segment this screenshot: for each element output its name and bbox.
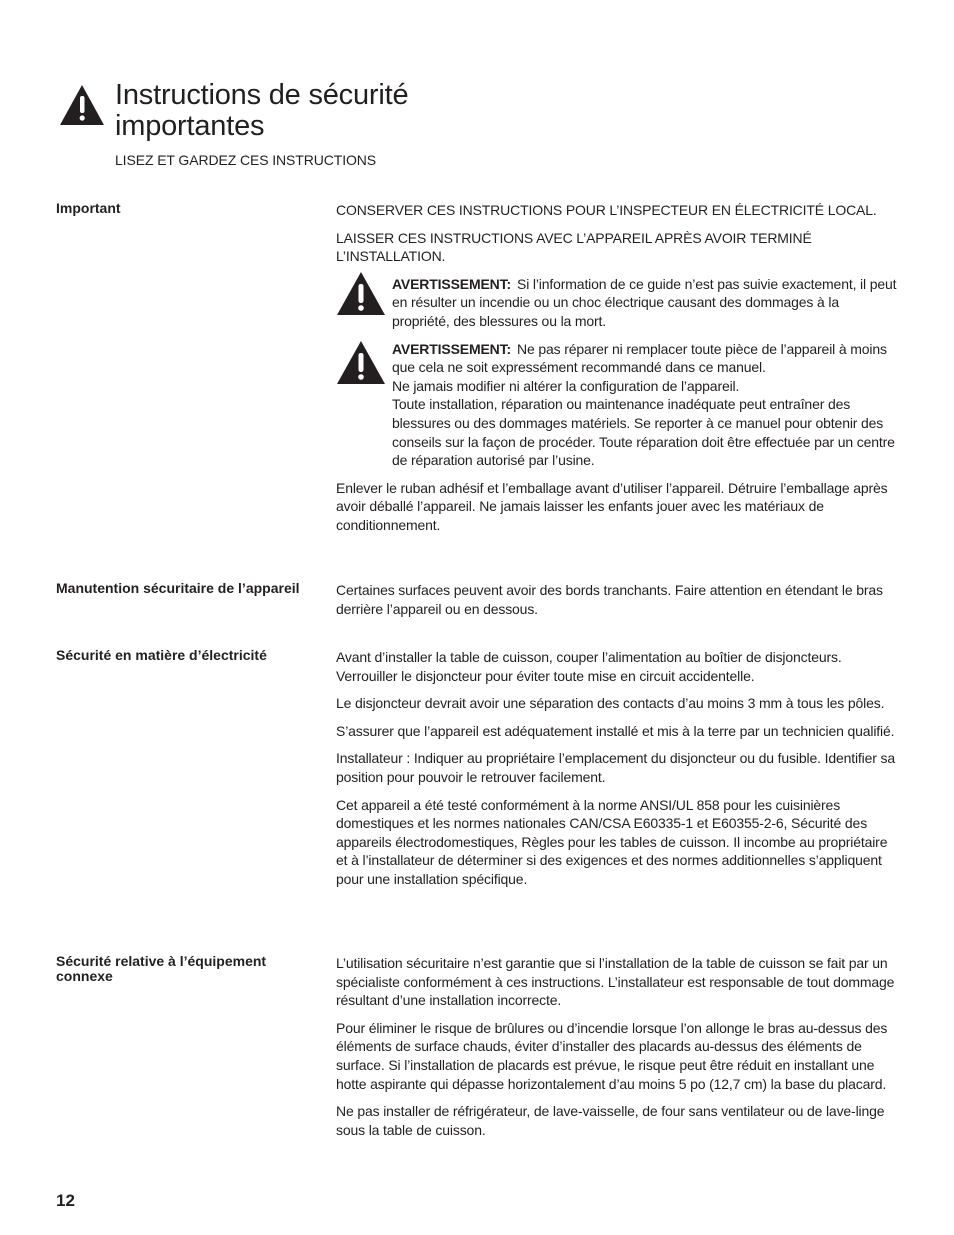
warning-text (392, 275, 898, 331)
section-label: Sécurité relative à l’équipement connexe (56, 953, 267, 984)
warning-block (336, 340, 898, 470)
warning-triangle-icon (336, 340, 386, 386)
warning-message: Ne pas réparer ni remplacer toute pièce de l’appareil à moins que cela ne soit expressément recommandé dans ce manuel. (392, 340, 887, 376)
section-label: Important (56, 200, 121, 216)
warning-triangle-icon (336, 271, 386, 317)
warning-text (392, 340, 898, 377)
page-title (115, 80, 535, 142)
warning-message: Si l’information de ce guide n’est pas suivie exactement, il peut en résulter un incendie ou un choc électrique causant des dommages à la propriété, des blessures ou la mort. (392, 275, 897, 329)
section-label: Manutention sécuritaire de l’appareil (56, 580, 300, 596)
paragraph: Cet appareil a été testé conformément à la norme ANSI/UL 858 pour les cuisinières domestiques et les normes nationales CAN/CSA E60335-1 et E60355-2-6, Sécurité des appareils électrodomestiques, Règles pour les tables de cuisson. Il incombe au propriétaire et à l’installateur de déterminer si des exigences et des normes additionnelles s’appliquent pour une installation spécifique. (336, 796, 888, 887)
paragraph: Pour éliminer le risque de brûlures ou d’incendie lorsque l’on allonge le bras au-dessus des éléments de surface chauds, éviter d’installer des placards au-dessus des éléments de surface. Si l’installation de placards est prévue, le risque peut être réduit en installant une hotte aspirante qui dépasse horizontalement d’au moins 5 po (12,7 cm) la base du placard. (336, 1019, 888, 1092)
paragraph: Avant d’installer la table de cuisson, couper l’alimentation au boîtier de disjoncteurs. Verrouiller le disjoncteur pour éviter toute mise en circuit accidentelle. (336, 649, 842, 684)
paragraph: L’utilisation sécuritaire n’est garantie que si l’installation de la table de cuisson se fait par un spécialiste conformément à ces instructions. L’installateur est responsable de tout dommage résultant d’une installation incorrecte. (336, 955, 895, 1009)
paragraph: S’assurer que l’appareil est adéquatement installé et mis à la terre par un technicien qualifié. (336, 722, 895, 739)
section-body (336, 201, 898, 544)
section-body (336, 648, 898, 898)
paragraph: LAISSER CES INSTRUCTIONS AVEC L’APPAREIL APRÈS AVOIR TERMINÉ L’INSTALLATION. (336, 229, 812, 265)
section-label: Sécurité en matière d’électricité (56, 647, 267, 663)
paragraph: Enlever le ruban adhésif et l’emballage avant d’utiliser l’appareil. Détruire l’emballage après avoir déballé l’appareil. Ne jamais laisser les enfants jouer avec les matériaux de conditionnement. (336, 479, 888, 533)
page-title-line-1: Instructions de sécurité (115, 79, 409, 111)
warning-text-line: Toute installation, réparation ou maintenance inadéquate peut entraîner des blessures ou des dommages matériels. Se reporter à ce manuel pour obtenir des conseils sur la façon de procéder. Toute réparation doit être effectuée par un centre de réparation autorisé par l’usine. (392, 396, 895, 469)
paragraph: CONSERVER CES INSTRUCTIONS POUR L’INSPECTEUR EN ÉLECTRICITÉ LOCAL. (336, 202, 877, 218)
page-number: 12 (56, 1191, 75, 1210)
paragraph: Certaines surfaces peuvent avoir des bords tranchants. Faire attention en étendant le bras derrière l’appareil ou en dessous. (336, 582, 883, 617)
warning-block (336, 275, 898, 331)
warning-triangle-icon (59, 84, 105, 126)
warning-label: AVERTISSEMENT: (392, 275, 511, 292)
paragraph: Le disjoncteur devrait avoir une séparation des contacts d’au moins 3 mm à tous les pôles. (336, 695, 885, 712)
warning-text-line: Ne jamais modifier ni altérer la configuration de l’appareil. (392, 377, 740, 394)
paragraph: Ne pas installer de réfrigérateur, de lave-vaisselle, de four sans ventilateur ou de lave-linge sous la table de cuisson. (336, 1103, 885, 1138)
section-body (336, 954, 898, 1148)
page-subtitle: LISEZ ET GARDEZ CES INSTRUCTIONS (115, 152, 377, 168)
page-title-line-2: importantes (115, 110, 265, 142)
warning-label: AVERTISSEMENT: (392, 340, 511, 357)
section-body (336, 581, 898, 627)
paragraph: Installateur : Indiquer au propriétaire l’emplacement du disjoncteur ou du fusible. Identifier sa position pour pouvoir le retrouver facilement. (336, 750, 895, 785)
